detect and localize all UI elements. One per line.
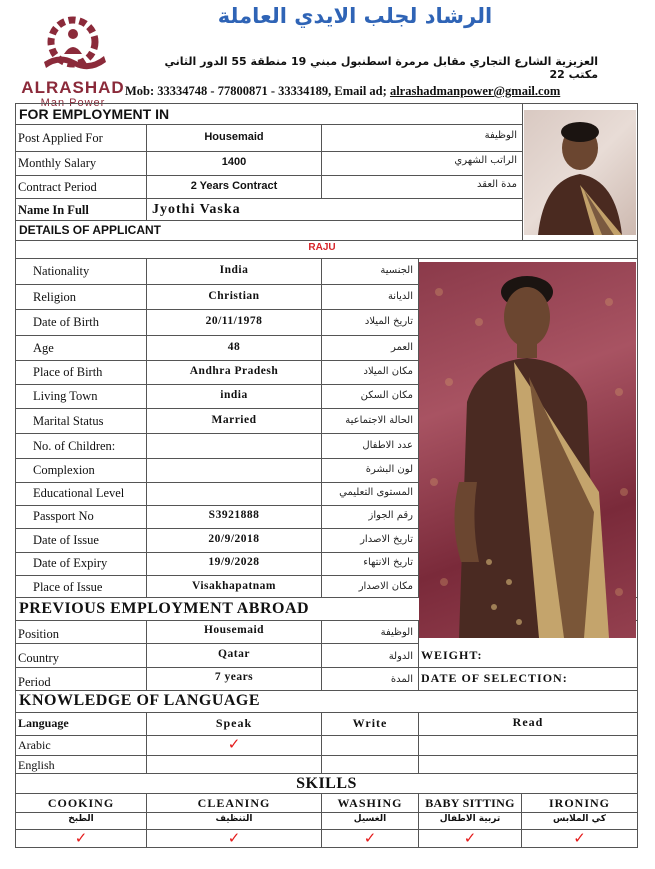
weight-label: WEIGHT:: [421, 648, 483, 662]
logo-icon: [14, 10, 132, 74]
nationality-label-ar: الجنسية: [380, 265, 413, 276]
skill-name-ar: الغسيل: [353, 814, 387, 824]
lang-header-speak: Speak: [215, 716, 253, 730]
cooking-check-icon: ✓: [74, 829, 88, 847]
agent-code: RAJU: [308, 242, 336, 253]
applicant-photo-large: [419, 262, 636, 638]
date-of-selection-label: DATE OF SELECTION:: [421, 671, 568, 685]
marital-label-ar: الحالة الاجتماعية: [345, 415, 413, 426]
ironing-check-icon: ✓: [573, 829, 586, 847]
lang-header-language: Language: [18, 716, 69, 730]
issue-place-value: Visakhapatnam: [191, 580, 277, 592]
issue-place-label: Place of Issue: [33, 580, 103, 594]
religion-value: Christian: [208, 290, 260, 302]
post-value: Housemaid: [204, 131, 264, 143]
children-label: No. of Children:: [33, 439, 116, 453]
skill-name-ar: الطبخ: [68, 814, 94, 824]
prev-country-label-ar: الدولة: [388, 651, 413, 662]
issue-date-label: Date of Issue: [33, 533, 99, 547]
dob-label-ar: تاريخ الميلاد: [364, 316, 413, 327]
employment-section-title: FOR EMPLOYMENT IN: [19, 106, 170, 122]
education-label: Educational Level: [33, 486, 125, 500]
issue-date-value: 20/9/2018: [208, 533, 260, 545]
name-value: Jyothi Vaska: [152, 202, 241, 217]
living-town-label: Living Town: [33, 389, 98, 403]
applicant-section-title: DETAILS OF APPLICANT: [19, 223, 161, 237]
religion-label: Religion: [33, 290, 77, 304]
contract-label-ar: مدة العقد: [477, 179, 517, 190]
skill-name: IRONING: [548, 796, 610, 810]
issue-place-label-ar: مكان الاصدار: [358, 581, 413, 592]
prev-period-label: Period: [18, 675, 51, 689]
expiry-date-label: Date of Expiry: [33, 556, 108, 570]
logo-subtext: Man Power: [40, 97, 106, 109]
passport-value: S3921888: [208, 509, 260, 521]
prev-position-label-ar: الوظيفة: [380, 627, 413, 638]
salary-label: Monthly Salary: [18, 156, 97, 170]
expiry-date-label-ar: تاريخ الانتهاء: [363, 557, 413, 568]
contract-label: Contract Period: [18, 180, 97, 194]
complexion-label-ar: لون البشرة: [365, 464, 413, 475]
logo-text: ALRASHAD: [21, 78, 125, 97]
agency-address: العزيزية الشارع التجاري مقابل مرمرة اسطنبول مبني 19 منطقة 55 الدور الثاني مكتب 22: [164, 55, 598, 81]
birthplace-label: Place of Birth: [33, 365, 103, 379]
skill-name-ar: تربية الاطفال: [439, 814, 501, 824]
lang-english-label: English: [18, 758, 55, 772]
applicant-photo-small: [524, 110, 636, 235]
contact-line: [125, 84, 645, 99]
prev-country-value: Qatar: [218, 648, 250, 660]
passport-label: Passport No: [33, 509, 94, 523]
age-value: 48: [227, 341, 241, 353]
skill-name: COOKING: [47, 796, 115, 810]
skill-name-ar: كي الملابس: [553, 814, 606, 824]
religion-label-ar: الديانة: [387, 291, 413, 302]
cleaning-check-icon: ✓: [227, 829, 241, 847]
living-town-value: india: [220, 389, 248, 401]
agency-name-arabic: الرشاد لجلب الايدي العاملة: [217, 4, 493, 28]
lang-header-write: Write: [352, 716, 388, 730]
age-label: Age: [33, 341, 54, 355]
language-section-title: KNOWLEDGE OF LANGUAGE: [19, 692, 261, 709]
previous-section-title: PREVIOUS EMPLOYMENT ABROAD: [19, 600, 310, 617]
birthplace-label-ar: مكان الميلاد: [363, 366, 413, 377]
name-label: Name In Full: [18, 203, 89, 217]
dob-label: Date of Birth: [33, 315, 99, 329]
birthplace-value: Andhra Pradesh: [189, 365, 279, 377]
prev-position-value: Housemaid: [203, 624, 265, 636]
salary-label-ar: الراتب الشهري: [454, 155, 517, 166]
nationality-value: India: [219, 264, 249, 276]
lang-arabic-label: Arabic: [18, 738, 51, 752]
washing-check-icon: ✓: [363, 829, 377, 847]
agency-logo: [14, 10, 132, 109]
prev-country-label: Country: [18, 651, 59, 665]
prev-period-value: 7 years: [214, 671, 254, 683]
nationality-label: Nationality: [33, 264, 90, 278]
skill-name-ar: التنظيف: [215, 814, 253, 824]
lang-arabic-speak-check-icon: ✓: [227, 735, 241, 753]
prev-position-label: Position: [18, 627, 59, 641]
baby-sitting-check-icon: ✓: [463, 829, 477, 847]
skill-name: CLEANING: [197, 796, 271, 810]
children-label-ar: عدد الاطفال: [362, 440, 413, 451]
marital-label: Marital Status: [33, 414, 104, 428]
lang-header-read: Read: [512, 715, 544, 729]
expiry-date-value: 19/9/2028: [208, 556, 260, 568]
prev-period-label-ar: المدة: [390, 674, 413, 685]
post-label: Post Applied For: [18, 131, 103, 145]
living-town-label-ar: مكان السكن: [360, 390, 413, 401]
marital-value: Married: [211, 414, 257, 426]
age-label-ar: العمر: [391, 342, 413, 353]
complexion-label: Complexion: [33, 463, 95, 477]
contact-phones: Mob: 33334748 - 77800871 - 33334189, Email ad;: [125, 84, 387, 98]
post-label-ar: الوظيفة: [484, 130, 517, 141]
contact-email[interactable]: alrashadmanpower@gmail.com: [389, 84, 561, 98]
passport-label-ar: رقم الجواز: [368, 510, 413, 521]
education-label-ar: المستوى التعليمي: [339, 487, 413, 498]
dob-value: 20/11/1978: [205, 315, 263, 327]
contract-value: 2 Years Contract: [190, 180, 278, 192]
skill-name: BABY SITTING: [425, 796, 515, 810]
issue-date-label-ar: تاريخ الاصدار: [360, 534, 413, 545]
skills-section-title: SKILLS: [296, 775, 357, 792]
skill-name: WASHING: [337, 796, 403, 810]
salary-value: 1400: [221, 156, 247, 168]
